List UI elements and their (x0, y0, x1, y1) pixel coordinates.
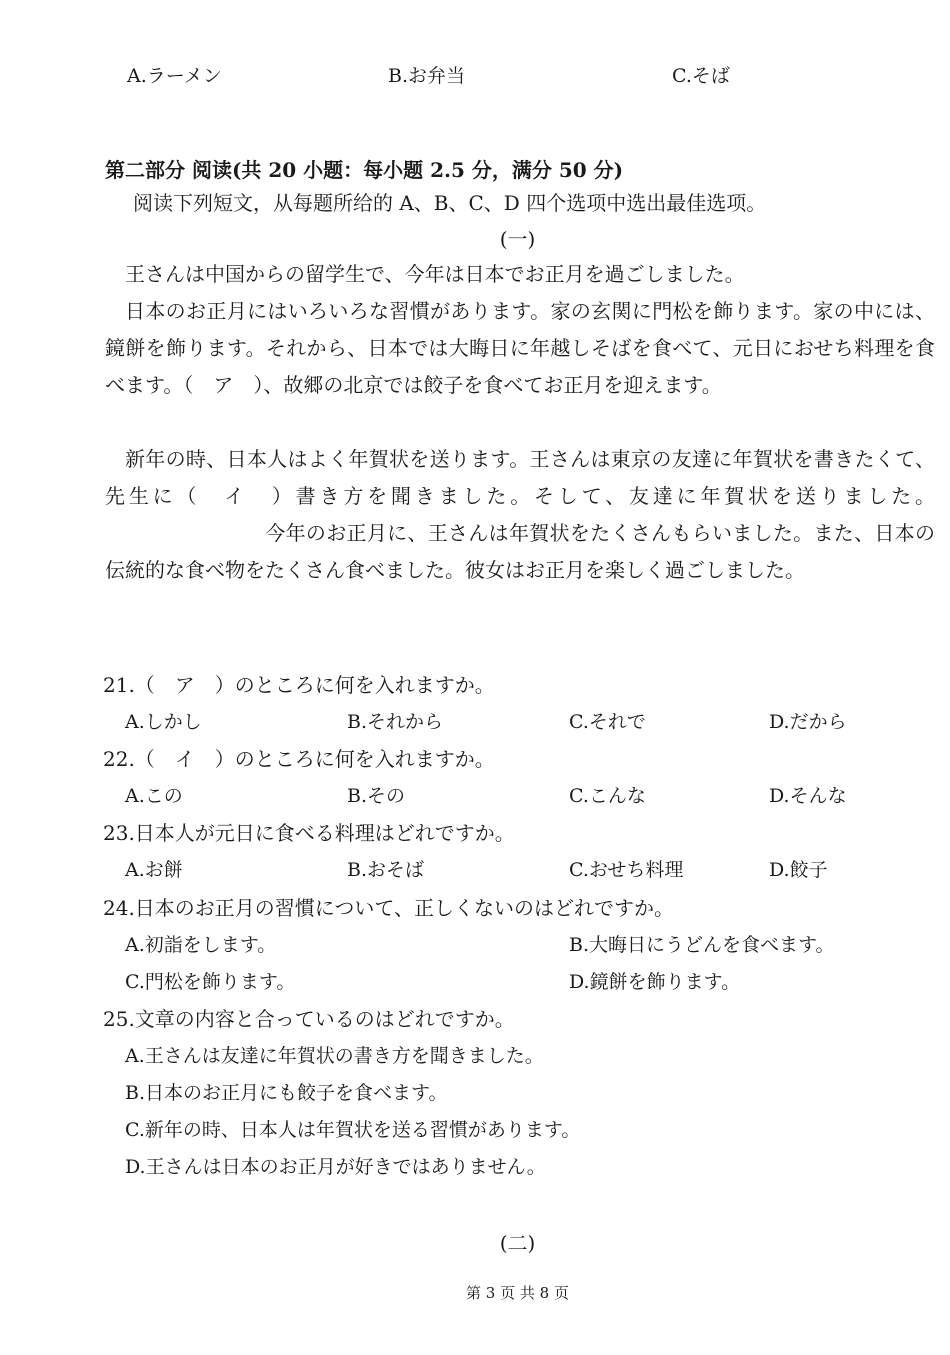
question-21-option-a: A.しかし (125, 711, 202, 733)
section-heading: 第二部分 阅读(共 20 小题：每小题 2.5 分，满分 50 分) (105, 158, 624, 182)
page-number: 第 3 页 共 8 页 (466, 1284, 569, 1302)
question-23-option-c: C.おせち料理 (569, 859, 684, 881)
passage-paragraph-3 (105, 441, 935, 589)
question-24-stem: 24.日本のお正月の習慣について、正しくないのはどれですか。 (103, 896, 675, 920)
question-25-option-d: D.王さんは日本のお正月が好きではありません。 (125, 1156, 546, 1178)
option-c: C.そば (672, 65, 730, 87)
question-22-option-d: D.そんな (769, 785, 847, 807)
question-23-option-a: A.お餅 (125, 859, 183, 881)
question-25-option-c: C.新年の時、日本人は年賀状を送る習慣があります。 (125, 1119, 581, 1141)
passage-label-1: (一) (499, 227, 536, 251)
question-21-option-c: C.それで (569, 711, 646, 733)
question-22-option-a: A.この (125, 785, 183, 807)
question-24-option-b: B.大晦日にうどんを食べます。 (569, 934, 835, 956)
passage-paragraph-2: 日本のお正月にはいろいろな習慣があります。家の玄関に門松を飾ります。家の中には、鏡餅を飾ります。それから、日本では大晦日に年越しそばを食べて、元日におせち料理を食べます。（ ア ）、故郷の北京では餃子を食べてお正月を迎えます。 (105, 299, 935, 397)
passage-paragraph-3a: 新年の時、日本人はよく年賀状を送ります。王さんは東京の友達に年賀状を書きたくて、先生に（ イ ）書き方を聞きました。そして、友達に年賀状を送りました。 (105, 447, 935, 508)
option-b: B.お弁当 (388, 65, 466, 87)
question-21-option-b: B.それから (347, 711, 444, 733)
option-a: A.ラーメン (127, 65, 222, 87)
question-23-option-b: B.おそば (347, 859, 425, 881)
passage-label-2: (二) (499, 1231, 536, 1255)
question-25-option-a: A.王さんは友達に年賀状の書き方を聞きました。 (125, 1045, 544, 1067)
question-24-option-c: C.門松を飾ります。 (125, 971, 296, 993)
question-23-option-d: D.餃子 (769, 859, 828, 881)
passage-paragraph-3b: 今年のお正月に、王さんは年賀状をたくさんもらいました。また、日本の伝統的な食べ物をたくさん食べました。彼女はお正月を楽しく過ごしました。 (105, 521, 935, 582)
question-22-option-b: B.その (347, 785, 406, 807)
question-24-option-d: D.鏡餅を飾ります。 (569, 971, 741, 993)
question-22-option-c: C.こんな (569, 785, 646, 807)
question-25-stem: 25.文章の内容と合っているのはどれですか。 (103, 1007, 515, 1031)
section-instruction: 阅读下列短文，从每题所给的 A、B、C、D 四个选项中选出最佳选项。 (133, 191, 767, 215)
question-21-stem: 21.（ ア ）のところに何を入れますか。 (103, 673, 495, 697)
passage-paragraph-1: 王さんは中国からの留学生で、今年は日本でお正月を過ごしました。 (125, 262, 745, 286)
question-25-option-b: B.日本のお正月にも餃子を食べます。 (125, 1082, 448, 1104)
question-24-option-a: A.初詣をします。 (125, 934, 277, 956)
question-23-stem: 23.日本人が元日に食べる料理はどれですか。 (103, 821, 515, 845)
question-21-option-d: D.だから (769, 711, 847, 733)
question-22-stem: 22.（ イ ）のところに何を入れますか。 (103, 747, 495, 771)
